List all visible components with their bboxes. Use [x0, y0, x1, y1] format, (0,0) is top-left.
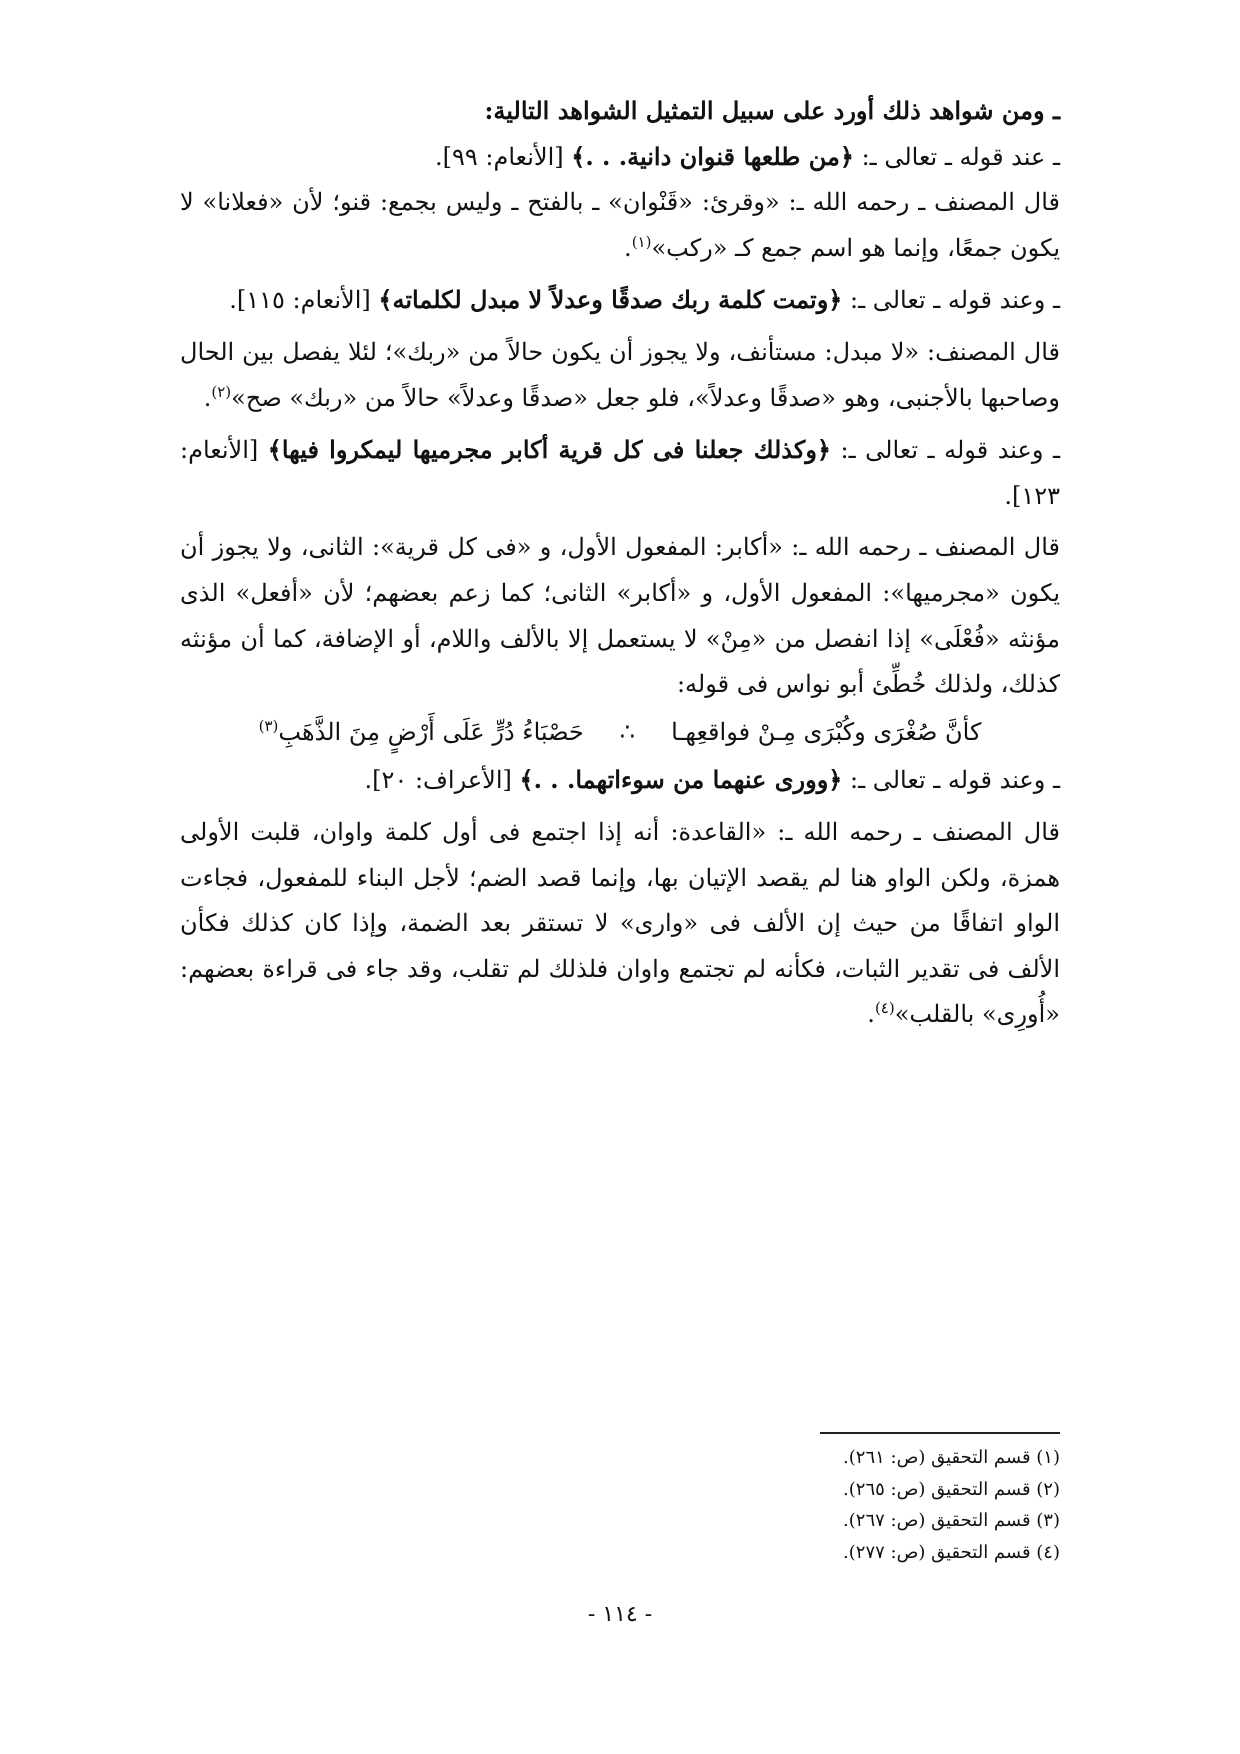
footnote-item: (٣) قسم التحقيق (ص: ٢٦٧).	[843, 1510, 1060, 1531]
verse-text: حَصْبَاءُ دُرٍّ عَلَى أَرْضٍ مِنَ الذَّهَبِ	[278, 717, 584, 746]
text-run: .	[203, 383, 212, 412]
paragraph: قال المصنف ـ رحمه الله ـ: «أكابر: المفعول الأول، و «فى كل قرية»: الثانى، ولا يجوز أن يكون «مجرميها»: المفعول الأول، و «أكابر» الثانى؛ كما زعم بعضهم؛ لأن «أفعل» الذى مؤنثه «فُعْلَى» إذا انفصل من «مِنْ» لا يستعمل إلا بالألف واللام، أو الإضافة، كما أن مؤنثه كذلك، ولذلك خُطِّئ أبو نواس فى قوله:	[180, 533, 1060, 699]
verse-first-hemistich: كأنَّ صُغْرَى وكُبْرَى مِـنْ فواقعِهـا	[671, 717, 982, 746]
text-run: ـ وعند قوله ـ تعالى ـ:	[842, 766, 1060, 795]
text-run: قال المصنف ـ رحمه الله ـ: «القاعدة: أنه إذا اجتمع فى أول كلمة واوان، قلبت الأولى همزة، ولكن الواو هنا لم يقصد الإتيان بها، وإنما قصد الضم؛ لأجل البناء للمفعول، فجاءت الواو اتفاقًا من حيث إن الألف فى «وارى» لا تستقر بعد الضمة، وإذا كان كذلك فكأن الألف فى تقدير الثبات، فكأنه لم تجتمع واوان فلذلك لم تقلب، وقد جاء فى قراءة بعضهم: «أُورِى» بالقلب»	[180, 817, 1060, 1029]
footnote-item: (٤) قسم التحقيق (ص: ٢٧٧).	[843, 1541, 1060, 1563]
text-run: ـ وعند قوله ـ تعالى ـ:	[842, 286, 1060, 315]
page-number: - ١١٤ -	[587, 1602, 653, 1627]
text-run: .	[624, 233, 632, 262]
citation: [الأنعام: ١١٥].	[229, 286, 379, 315]
footnotes-section	[180, 1432, 1060, 1568]
paragraph	[180, 810, 1060, 1038]
quran-quote: ﴿من طلعها قنوان دانية. . .﴾	[571, 141, 854, 171]
paragraph	[180, 277, 1060, 324]
footnote-marker: (٢)	[211, 382, 232, 401]
paragraph	[180, 427, 1060, 519]
text-run: ـ عند قوله ـ تعالى ـ:	[853, 142, 1060, 171]
footnote-item: (١) قسم التحقيق (ص: ٢٦١).	[843, 1447, 1060, 1468]
verse-separator: ∴	[619, 717, 636, 746]
quran-quote: ﴿وتمت كلمة ربك صدقًا وعدلاً لا مبدل لكلماته﴾	[378, 285, 843, 315]
footnote-marker: (٣)	[258, 716, 279, 735]
citation: [الأنعام: ١٢٣].	[180, 436, 1060, 510]
paragraph	[180, 180, 1060, 271]
verse-second-hemistich	[259, 710, 584, 756]
text-run: قال المصنف: «لا مبدل: مستأنف، ولا يجوز أن يكون حالاً من «ربك»؛ لئلا يفصل بين الحال وصاحبها بالأجنبى، وهو «صدقًا وعدلاً»، فلو جعل «صدقًا وعدلاً» حالاً من «ربك» صح»	[180, 337, 1060, 412]
page-body	[180, 88, 1060, 1038]
citation: [الأنعام: ٩٩].	[435, 142, 572, 171]
paragraph	[180, 330, 1060, 421]
footnote-item: (٢) قسم التحقيق (ص: ٢٦٥).	[843, 1478, 1060, 1500]
citation: [الأعراف: ٢٠].	[364, 766, 520, 795]
footnote-marker: (١)	[631, 232, 652, 251]
quran-quote: ﴿وكذلك جعلنا فى كل قرية أكابر مجرميها ليمكروا فيها﴾	[267, 435, 831, 465]
footnote-marker: (٤)	[874, 999, 895, 1018]
intro-heading: ـ ومن شواهد ذلك أورد على سبيل التمثيل الشواهد التالية:	[484, 96, 1060, 125]
quran-quote: ﴿وورى عنهما من سوءاتهما. . .﴾	[519, 765, 843, 795]
paragraph	[180, 134, 1060, 181]
text-run: ـ وعند قوله ـ تعالى ـ:	[830, 436, 1060, 465]
footnote-divider	[820, 1432, 1060, 1434]
text-run: .	[867, 1000, 875, 1029]
paragraph	[180, 757, 1060, 804]
poetry-verse	[180, 710, 1060, 756]
text-run: قال المصنف ـ رحمه الله ـ: «وقرئ: «قَنْوان» ـ بالفتح ـ وليس بجمع: قنو؛ لأن «فعلانا» لا يكون جمعًا، وإنما هو اسم جمع كـ «ركب»	[180, 188, 1060, 262]
